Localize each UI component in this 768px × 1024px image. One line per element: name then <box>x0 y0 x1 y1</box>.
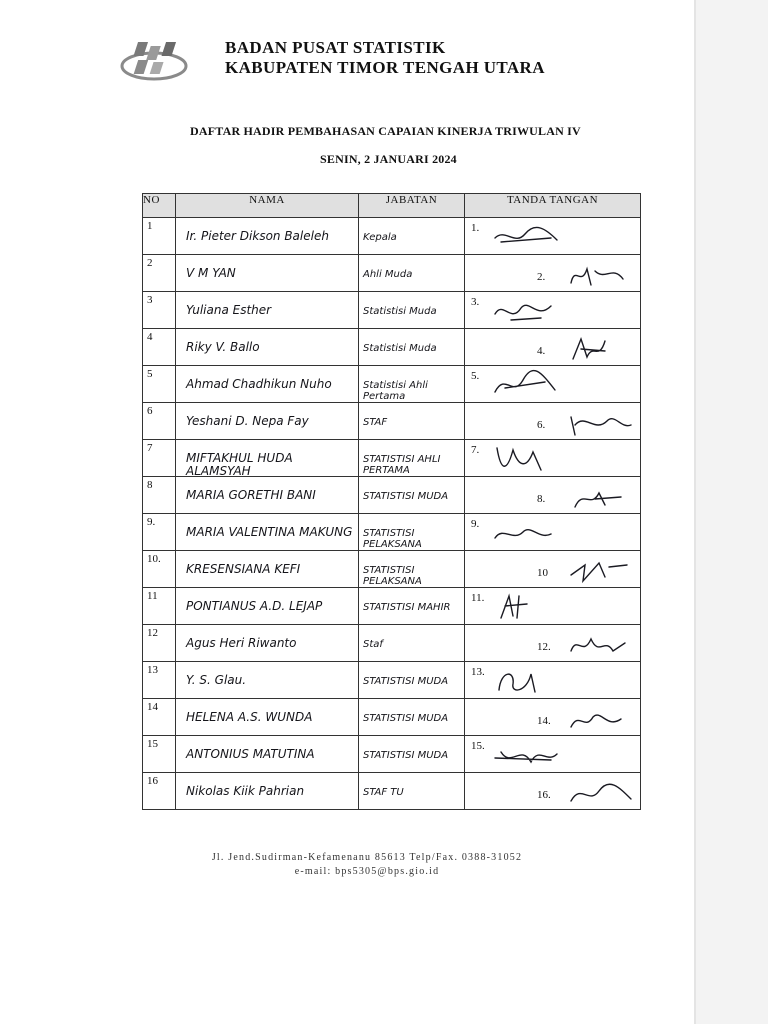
signature-cell <box>465 255 641 292</box>
attendee-name: Nikolas Kiik Pahrian <box>186 784 305 798</box>
name-cell <box>176 329 359 366</box>
signature-cell <box>465 366 641 403</box>
row-number-cell <box>143 551 176 588</box>
position-cell <box>359 736 465 773</box>
row-number-cell <box>143 477 176 514</box>
row-number-cell <box>143 218 176 255</box>
handwritten-signature <box>487 590 567 622</box>
table-row <box>143 477 641 514</box>
name-cell <box>176 625 359 662</box>
signature-cell <box>465 292 641 329</box>
signature-cell <box>465 403 641 440</box>
row-number-cell <box>143 292 176 329</box>
position-cell <box>359 218 465 255</box>
signature-cell <box>465 736 641 773</box>
signature-number: 13. <box>471 666 485 678</box>
handwritten-signature <box>487 664 567 696</box>
handwritten-signature <box>487 516 567 548</box>
row-number-cell <box>143 514 176 551</box>
table-row <box>143 699 641 736</box>
position-cell <box>359 699 465 736</box>
name-cell <box>176 218 359 255</box>
position-cell <box>359 588 465 625</box>
attendee-name: Yuliana Esther <box>186 303 272 317</box>
attendee-position: STATISTISI MAHIR <box>363 602 451 613</box>
document-date: SENIN, 2 JANUARI 2024 <box>320 152 457 166</box>
signature-number: 15. <box>471 740 485 752</box>
position-cell <box>359 366 465 403</box>
signature-cell <box>465 773 641 810</box>
row-number: 12 <box>147 627 158 639</box>
row-number: 8 <box>147 479 153 491</box>
name-cell <box>176 588 359 625</box>
signature-number: 14. <box>537 715 551 727</box>
page-edge <box>694 0 696 1024</box>
name-cell <box>176 662 359 699</box>
signature-cell <box>465 477 641 514</box>
name-cell <box>176 551 359 588</box>
name-cell <box>176 514 359 551</box>
table-row <box>143 440 641 477</box>
attendee-position: STATISTISI PELAKSANA <box>363 565 422 587</box>
signature-cell <box>465 662 641 699</box>
table-row <box>143 551 641 588</box>
position-cell <box>359 625 465 662</box>
attendee-name: MARIA VALENTINA MAKUNG <box>186 525 353 539</box>
row-number-cell <box>143 440 176 477</box>
signature-number: 8. <box>537 493 546 505</box>
signature-number: 11. <box>471 592 485 604</box>
attendee-position: Statistisi Ahli Pertama <box>363 380 428 402</box>
row-number-cell <box>143 588 176 625</box>
row-number-cell <box>143 625 176 662</box>
row-number-cell <box>143 736 176 773</box>
name-cell <box>176 699 359 736</box>
attendee-name: PONTIANUS A.D. LEJAP <box>186 599 323 613</box>
attendee-position: STATISTISI PELAKSANA <box>363 528 422 550</box>
footer-address: Jl. Jend.Sudirman-Kefamenanu 85613 Telp/Fax. 0388-31052 <box>211 852 523 863</box>
handwritten-signature <box>561 703 641 735</box>
row-number: 6 <box>147 405 153 417</box>
name-cell <box>176 477 359 514</box>
handwritten-signature <box>561 259 641 291</box>
attendee-name: KRESENSIANA KEFI <box>186 562 301 576</box>
attendee-position: Statistisi Muda <box>363 306 437 317</box>
name-cell <box>176 292 359 329</box>
row-number-cell <box>143 255 176 292</box>
position-cell <box>359 292 465 329</box>
name-cell <box>176 440 359 477</box>
signature-number: 2. <box>537 271 546 283</box>
signature-number: 7. <box>471 444 480 456</box>
signature-cell <box>465 551 641 588</box>
handwritten-signature <box>561 333 641 365</box>
table-row <box>143 773 641 810</box>
attendee-name: Agus Heri Riwanto <box>186 636 297 650</box>
table-row <box>143 588 641 625</box>
attendee-name: Ir. Pieter Dikson Baleleh <box>186 229 329 243</box>
signature-cell <box>465 440 641 477</box>
attendee-name: MIFTAKHUL HUDA ALAMSYAH <box>186 451 293 477</box>
row-number: 4 <box>147 331 153 343</box>
position-cell <box>359 477 465 514</box>
attendee-name: Y. S. Glau. <box>186 673 247 687</box>
table-row <box>143 625 641 662</box>
row-number: 7 <box>147 442 153 454</box>
position-cell <box>359 551 465 588</box>
table-row <box>143 329 641 366</box>
row-number: 15 <box>147 738 158 750</box>
table-row <box>143 662 641 699</box>
handwritten-signature <box>487 294 567 326</box>
attendee-name: V M YAN <box>186 266 236 280</box>
row-number: 11 <box>147 590 158 602</box>
column-header-jabatan: JABATAN <box>359 194 465 218</box>
signature-number: 9. <box>471 518 480 530</box>
column-header-nama: NAMA <box>176 194 359 218</box>
signature-number: 1. <box>471 222 480 234</box>
handwritten-signature <box>487 368 567 400</box>
attendee-name: HELENA A.S. WUNDA <box>186 710 313 724</box>
table-row <box>143 255 641 292</box>
signature-number: 6. <box>537 419 546 431</box>
signature-number: 4. <box>537 345 546 357</box>
signature-number: 3. <box>471 296 480 308</box>
row-number: 9. <box>147 516 156 528</box>
attendee-position: Kepala <box>363 232 397 243</box>
attendee-position: STATISTISI MUDA <box>363 713 449 724</box>
handwritten-signature <box>487 442 567 474</box>
column-header-tanda-tangan: TANDA TANGAN <box>465 194 641 218</box>
position-cell <box>359 255 465 292</box>
attendee-position: Statistisi Muda <box>363 343 437 354</box>
organization-line-1: BADAN PUSAT STATISTIK <box>225 38 446 57</box>
row-number-cell <box>143 329 176 366</box>
row-number: 1 <box>147 220 153 232</box>
document-title: DAFTAR HADIR PEMBAHASAN CAPAIAN KINERJA TRIWULAN IV <box>190 124 581 138</box>
position-cell <box>359 514 465 551</box>
attendee-position: STAF <box>363 417 388 428</box>
table-row <box>143 218 641 255</box>
name-cell <box>176 736 359 773</box>
position-cell <box>359 403 465 440</box>
handwritten-signature <box>561 777 641 809</box>
signature-cell <box>465 329 641 366</box>
signature-cell <box>465 588 641 625</box>
table-row <box>143 366 641 403</box>
signature-number: 16. <box>537 789 551 801</box>
handwritten-signature <box>561 629 641 661</box>
attendee-position: STAF TU <box>363 787 404 798</box>
signature-number: 5. <box>471 370 480 382</box>
organization-line-2: KABUPATEN TIMOR TENGAH UTARA <box>225 58 545 77</box>
row-number: 14 <box>147 701 158 713</box>
bps-logo-icon <box>120 36 192 88</box>
handwritten-signature <box>487 220 567 252</box>
table-header-row <box>143 194 641 218</box>
row-number: 2 <box>147 257 153 269</box>
position-cell <box>359 329 465 366</box>
row-number: 16 <box>147 775 158 787</box>
signature-number: 12. <box>537 641 551 653</box>
row-number-cell <box>143 699 176 736</box>
attendee-name: MARIA GORETHI BANI <box>186 488 316 502</box>
table-row <box>143 736 641 773</box>
handwritten-signature <box>561 407 641 439</box>
name-cell <box>176 773 359 810</box>
attendee-position: STATISTISI AHLI PERTAMA <box>363 454 441 476</box>
row-number-cell <box>143 662 176 699</box>
row-number: 10. <box>147 553 161 565</box>
row-number: 5 <box>147 368 153 380</box>
handwritten-signature <box>487 738 567 770</box>
row-number-cell <box>143 403 176 440</box>
position-cell <box>359 440 465 477</box>
name-cell <box>176 255 359 292</box>
table-row <box>143 403 641 440</box>
row-number-cell <box>143 773 176 810</box>
signature-cell <box>465 218 641 255</box>
attendee-position: Staf <box>363 639 383 650</box>
signature-cell <box>465 625 641 662</box>
attendee-position: STATISTISI MUDA <box>363 676 449 687</box>
column-header-no: NO <box>143 194 176 218</box>
row-number: 3 <box>147 294 153 306</box>
position-cell <box>359 773 465 810</box>
footer-email: e-mail: bps5305@bps.gio.id <box>294 866 440 877</box>
signature-number: 10 <box>537 567 548 579</box>
attendee-position: STATISTISI MUDA <box>363 750 449 761</box>
signature-cell <box>465 514 641 551</box>
organization-name <box>225 38 545 78</box>
attendee-name: Ahmad Chadhikun Nuho <box>186 377 332 391</box>
row-number: 13 <box>147 664 158 676</box>
attendee-name: Yeshani D. Nepa Fay <box>186 414 309 428</box>
attendee-position: Ahli Muda <box>363 269 413 280</box>
handwritten-signature <box>561 555 641 587</box>
attendee-name: Riky V. Ballo <box>186 340 260 354</box>
position-cell <box>359 662 465 699</box>
name-cell <box>176 403 359 440</box>
attendee-name: ANTONIUS MATUTINA <box>186 747 315 761</box>
name-cell <box>176 366 359 403</box>
signature-cell <box>465 699 641 736</box>
handwritten-signature <box>561 481 641 513</box>
table-row <box>143 514 641 551</box>
attendee-position: STATISTISI MUDA <box>363 491 449 502</box>
table-row <box>143 292 641 329</box>
attendance-table <box>142 193 641 810</box>
row-number-cell <box>143 366 176 403</box>
